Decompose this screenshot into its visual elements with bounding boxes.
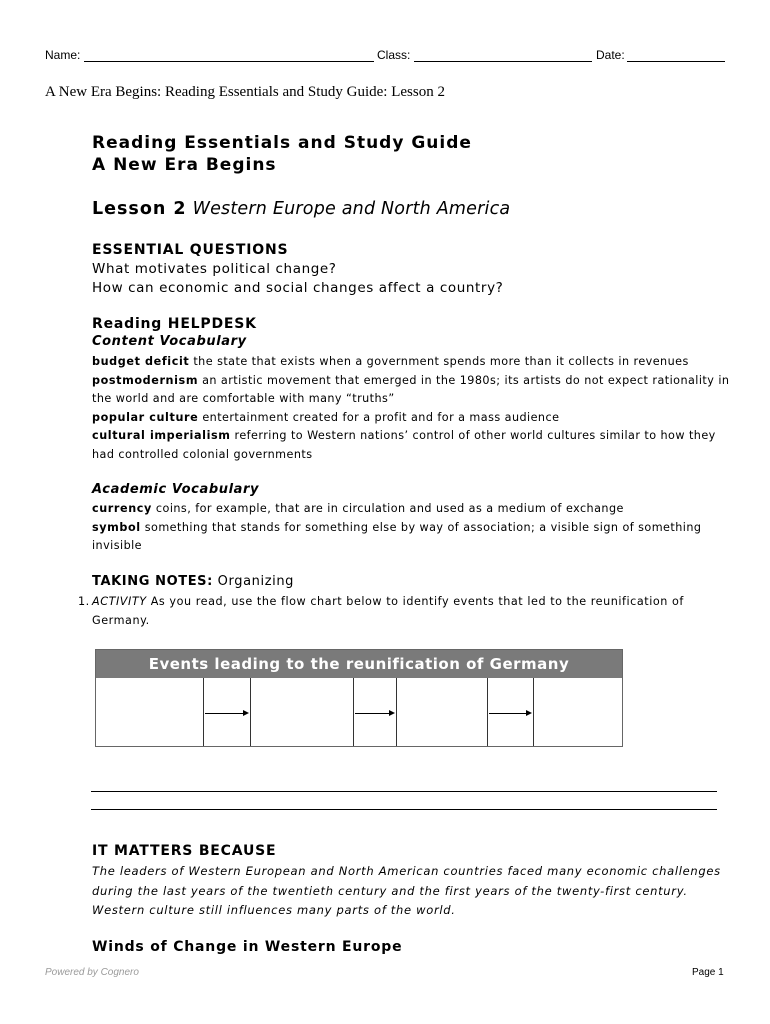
it-matters-text: The leaders of Western European and North American countries faced many economic challenges during the last years of the twentieth century and the first years of the twenty-first century. Western culture still influences many parts of the world. bbox=[92, 864, 721, 917]
document-title: A New Era Begins: Reading Essentials and Study Guide: Lesson 2 bbox=[45, 84, 445, 100]
essential-questions-heading: ESSENTIAL QUESTIONS bbox=[92, 242, 289, 258]
flow-arrow-icon bbox=[489, 713, 530, 714]
essential-question-1: What motivates political change? bbox=[92, 261, 337, 277]
vocab-entry bbox=[92, 353, 732, 372]
section-heading: Winds of Change in Western Europe bbox=[92, 939, 403, 955]
page-number: Page 1 bbox=[692, 967, 724, 978]
taking-notes-skill: Organizing bbox=[212, 574, 295, 589]
powered-by: Powered by Cognero bbox=[45, 967, 139, 978]
vocab-term: symbol bbox=[92, 520, 141, 534]
vocab-entry bbox=[92, 500, 732, 519]
flow-chart-divider bbox=[353, 678, 354, 746]
vocab-term: popular culture bbox=[92, 410, 199, 424]
flow-chart-divider bbox=[487, 678, 488, 746]
vocab-term: currency bbox=[92, 502, 152, 515]
activity-instructions bbox=[92, 593, 722, 630]
it-matters-heading: IT MATTERS BECAUSE bbox=[92, 843, 277, 859]
vocab-term: cultural imperialism bbox=[92, 429, 231, 442]
guide-subtitle: A New Era Begins bbox=[92, 155, 277, 175]
lesson-heading bbox=[92, 199, 510, 219]
vocab-definition: an artistic movement that emerged in the 1980s; its artists do not expect rationality in the world and are comfortable with many “truths” bbox=[92, 373, 730, 405]
activity-text: As you read, use the flow chart below to identify events that led to the reunification of Germany. bbox=[92, 595, 684, 627]
taking-notes-heading bbox=[92, 574, 294, 589]
lesson-topic: Western Europe and North America bbox=[192, 199, 511, 219]
flow-chart bbox=[95, 649, 623, 747]
content-vocabulary-list bbox=[92, 353, 732, 464]
vocab-definition: coins, for example, that are in circulation and used as a medium of exchange bbox=[151, 502, 624, 515]
flow-chart-divider bbox=[250, 678, 251, 746]
date-label: Date: bbox=[596, 48, 625, 62]
activity-number: 1. bbox=[78, 595, 90, 608]
vocab-term: budget deficit bbox=[92, 355, 190, 368]
flow-arrow-icon bbox=[355, 713, 393, 714]
guide-title: Reading Essentials and Study Guide bbox=[92, 133, 472, 153]
answer-line[interactable] bbox=[91, 809, 717, 810]
flow-chart-divider bbox=[396, 678, 397, 746]
vocab-entry bbox=[92, 372, 732, 409]
name-field[interactable] bbox=[84, 61, 374, 62]
flow-arrow-icon bbox=[205, 713, 247, 714]
vocab-entry bbox=[92, 519, 732, 556]
essential-question-2: How can economic and social changes affect a country? bbox=[92, 280, 504, 296]
vocab-term: postmodernism bbox=[92, 373, 199, 387]
activity-label: ACTIVITY bbox=[92, 595, 147, 608]
flow-chart-divider bbox=[203, 678, 204, 746]
class-label: Class: bbox=[377, 48, 411, 62]
helpdesk-heading: Reading HELPDESK bbox=[92, 316, 257, 332]
vocab-definition: something that stands for something else by way of association; a visible sign of something invisible bbox=[92, 520, 702, 552]
answer-line[interactable] bbox=[91, 791, 717, 792]
vocab-entry bbox=[92, 409, 732, 428]
vocab-definition: the state that exists when a government spends more than it collects in revenues bbox=[189, 355, 689, 368]
name-label: Name: bbox=[45, 48, 81, 62]
vocab-definition: referring to Western nations’ control of other world cultures similar to how they had controlled colonial governments bbox=[92, 429, 716, 461]
academic-vocabulary-heading: Academic Vocabulary bbox=[92, 482, 260, 497]
content-vocabulary-heading: Content Vocabulary bbox=[92, 334, 247, 349]
flow-chart-title: Events leading to the reunification of Germany bbox=[96, 650, 622, 678]
date-field[interactable] bbox=[627, 61, 725, 62]
class-field[interactable] bbox=[414, 61, 592, 62]
academic-vocabulary-list bbox=[92, 500, 732, 556]
flow-chart-divider bbox=[533, 678, 534, 746]
vocab-entry bbox=[92, 427, 732, 464]
taking-notes-label: TAKING NOTES: bbox=[92, 574, 213, 589]
vocab-definition: entertainment created for a profit and for a mass audience bbox=[198, 410, 560, 424]
lesson-label: Lesson 2 bbox=[92, 199, 187, 219]
